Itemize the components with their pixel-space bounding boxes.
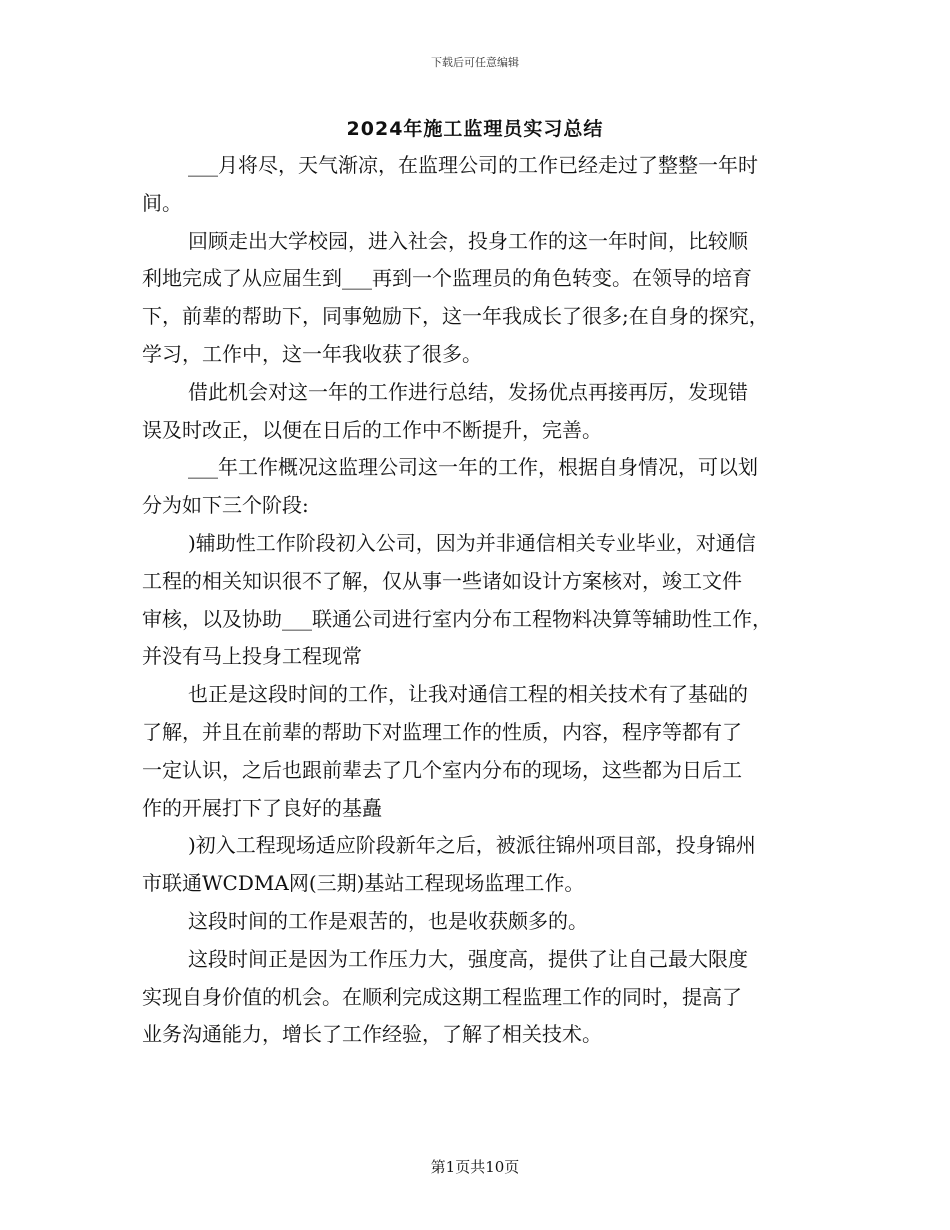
body-line: 一定认识，之后也跟前辈去了几个室内分布的现场，这些都为日后工: [142, 757, 742, 782]
body-line: 作的开展打下了良好的基矗: [142, 795, 382, 820]
body-line: 回顾走出大学校园，进入社会，投身工作的这一年时间，比较顺: [188, 228, 748, 253]
body-line: 下，前辈的帮助下，同事勉励下，这一年我成长了很多;在自身的探究，: [142, 304, 769, 329]
document-body: [142, 147, 810, 1054]
document-title: 2024年施工监理员实习总结: [346, 118, 604, 140]
body-line: )辅助性工作阶段初入公司，因为并非通信相关专业毕业，对通信: [188, 530, 756, 555]
body-line: 了解，并且在前辈的帮助下对监理工作的性质，内容，程序等都有了: [142, 719, 742, 744]
body-line: 这段时间正是因为工作压力大，强度高，提供了让自己最大限度: [188, 946, 748, 971]
body-line: 学习，工作中，这一年我收获了很多。: [142, 341, 482, 366]
body-line: 利地完成了从应届生到___再到一个监理员的角色转变。在领导的培育: [142, 266, 752, 291]
body-line: ___月将尽，天气渐凉，在监理公司的工作已经走过了整整一年时: [188, 153, 758, 177]
body-line: 分为如下三个阶段:: [142, 493, 309, 518]
body-line: 工程的相关知识很不了解，仅从事一些诸如设计方案核对，竣工文件: [142, 568, 742, 593]
body-line: 市联通WCDMA网(三期)基站工程现场监理工作。: [142, 871, 585, 896]
header-note: 下载后可任意编辑: [431, 56, 519, 69]
body-line: 并没有马上投身工程现常: [142, 644, 362, 669]
body-line: 也正是这段时间的工作，让我对通信工程的相关技术有了基础的: [188, 682, 748, 707]
body-line: 审核，以及协助___联通公司进行室内分布工程物料决算等辅助性工作，: [142, 606, 772, 631]
body-line: 这段时间的工作是艰苦的，也是收获颇多的。: [188, 908, 588, 933]
body-line: 借此机会对这一年的工作进行总结，发扬优点再接再厉，发现错: [188, 379, 748, 404]
body-line: 间。: [142, 190, 182, 215]
body-line: 业务沟通能力，增长了工作经验，了解了相关技术。: [142, 1022, 602, 1047]
body-line: 误及时改正，以便在日后的工作中不断提升，完善。: [142, 417, 602, 442]
page-footer: 第1页共10页: [430, 1158, 520, 1176]
body-line: ___年工作概况这监理公司这一年的工作，根据自身情况，可以划: [188, 455, 758, 480]
body-line: )初入工程现场适应阶段新年之后，被派往锦州项目部，投身锦州: [188, 833, 756, 858]
body-line: 实现自身价值的机会。在顺利完成这期工程监理工作的同时，提高了: [142, 984, 742, 1009]
